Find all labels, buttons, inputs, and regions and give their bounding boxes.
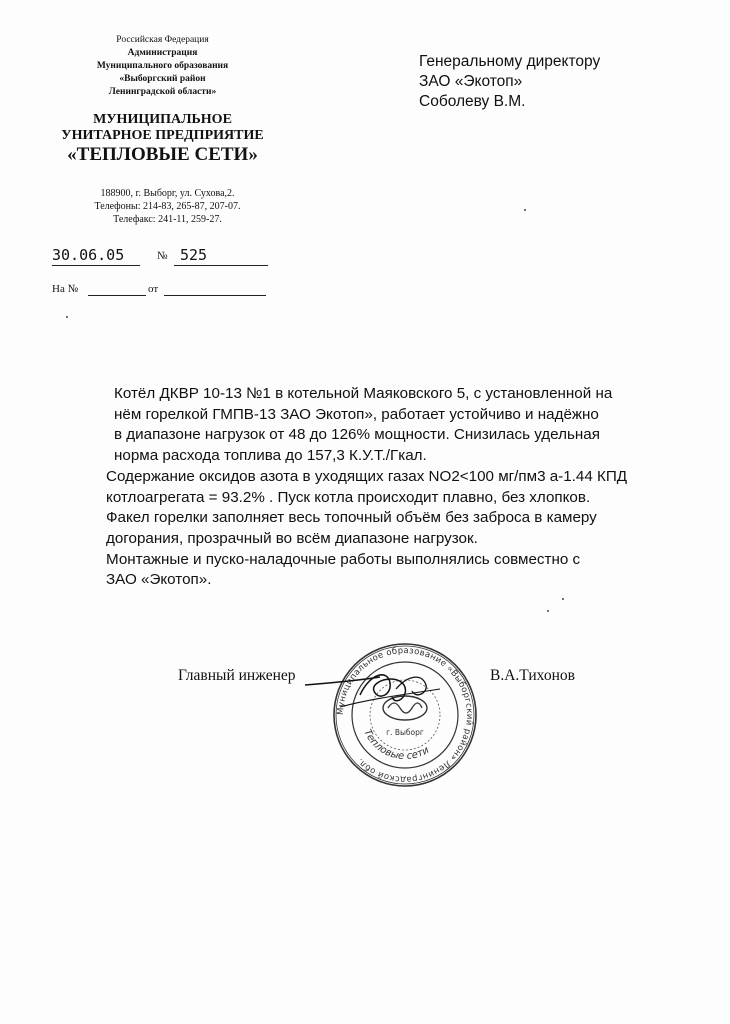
body-line: в диапазоне нагрузок от 48 до 126% мощности. Снизилась удельная xyxy=(114,426,600,444)
org-line-2: УНИТАРНОЕ ПРЕДПРИЯТИЕ xyxy=(61,128,264,143)
sender-address xyxy=(55,187,280,226)
reply-number-blank xyxy=(88,295,146,296)
sender-region: Ленинградской области» xyxy=(108,87,217,97)
scan-speck xyxy=(547,610,549,612)
signatory-title: Главный инженер xyxy=(178,667,296,684)
reply-date-blank xyxy=(164,295,266,296)
date-underline xyxy=(52,265,140,266)
sender-administration: Администрация xyxy=(127,48,198,58)
body-line: Монтажные и пуско-наладочные работы выполнялись совместно с xyxy=(106,550,581,568)
seal-inner-text: Тепловые сети xyxy=(361,727,432,763)
body-line: котлоагрегата = 93.2% . Пуск котла происходит плавно, без хлопков. xyxy=(106,488,591,506)
addressee-name: Соболеву В.М. xyxy=(419,93,526,110)
addressee-position: Генеральному директору xyxy=(419,53,601,70)
handwritten-signature xyxy=(300,655,460,735)
address-phones: Телефоны: 214-83, 265-87, 207-07. xyxy=(94,201,241,212)
outgoing-reference xyxy=(52,246,272,268)
sender-country: Российская Федерация xyxy=(116,35,209,45)
organization-name xyxy=(30,112,295,166)
body-line: ЗАО «Экотоп». xyxy=(106,571,212,589)
body-line: Факел горелки заполняет весь топочный объём без заброса в камеру xyxy=(106,509,597,527)
reply-number-label: На № xyxy=(52,283,79,295)
scan-speck xyxy=(562,598,564,600)
addressee-block xyxy=(419,52,719,112)
outgoing-date: 30.06.05 xyxy=(52,246,125,264)
signatory-name: В.А.Тихонов xyxy=(490,667,575,684)
org-line-1: МУНИЦИПАЛЬНОЕ xyxy=(93,112,232,127)
seal-center-text: г. Выборг xyxy=(386,728,424,737)
outgoing-number: 525 xyxy=(180,246,208,264)
body-line: норма расхода топлива до 157,3 К.У.Т./Гкал. xyxy=(114,447,427,465)
sender-block xyxy=(40,34,285,99)
body-line: нём горелкой ГМПВ-13 ЗАО Экотоп», работает устойчиво и надёжно xyxy=(114,405,599,423)
reply-reference xyxy=(52,283,272,299)
body-line: догорания, прозрачный во всём диапазоне нагрузок. xyxy=(106,529,478,547)
body-line: Содержание оксидов азота в уходящих газах NO2<100 мг/пм3 а-1.44 КПД xyxy=(106,467,628,485)
number-sign: № xyxy=(157,250,168,262)
org-line-3: «ТЕПЛОВЫЕ СЕТИ» xyxy=(67,144,258,165)
scan-speck xyxy=(524,209,526,211)
letter-body xyxy=(106,384,726,591)
sender-district: «Выборгский район xyxy=(119,74,206,84)
number-underline xyxy=(174,265,268,266)
address-street: 188900, г. Выборг, ул. Сухова,2. xyxy=(100,188,235,199)
seal-outer-text: Муниципальное образование «Выборгский район» Ленинградской обл. xyxy=(335,645,475,785)
address-fax: Телефакс: 241-11, 259-27. xyxy=(113,214,222,225)
body-line: Котёл ДКВР 10-13 №1 в котельной Маяковского 5, с установленной на xyxy=(114,385,613,402)
scan-speck xyxy=(66,316,68,318)
reply-date-label: от xyxy=(148,283,159,295)
addressee-company: ЗАО «Экотоп» xyxy=(419,73,523,90)
sender-municipality: Муниципального образования xyxy=(96,61,229,71)
